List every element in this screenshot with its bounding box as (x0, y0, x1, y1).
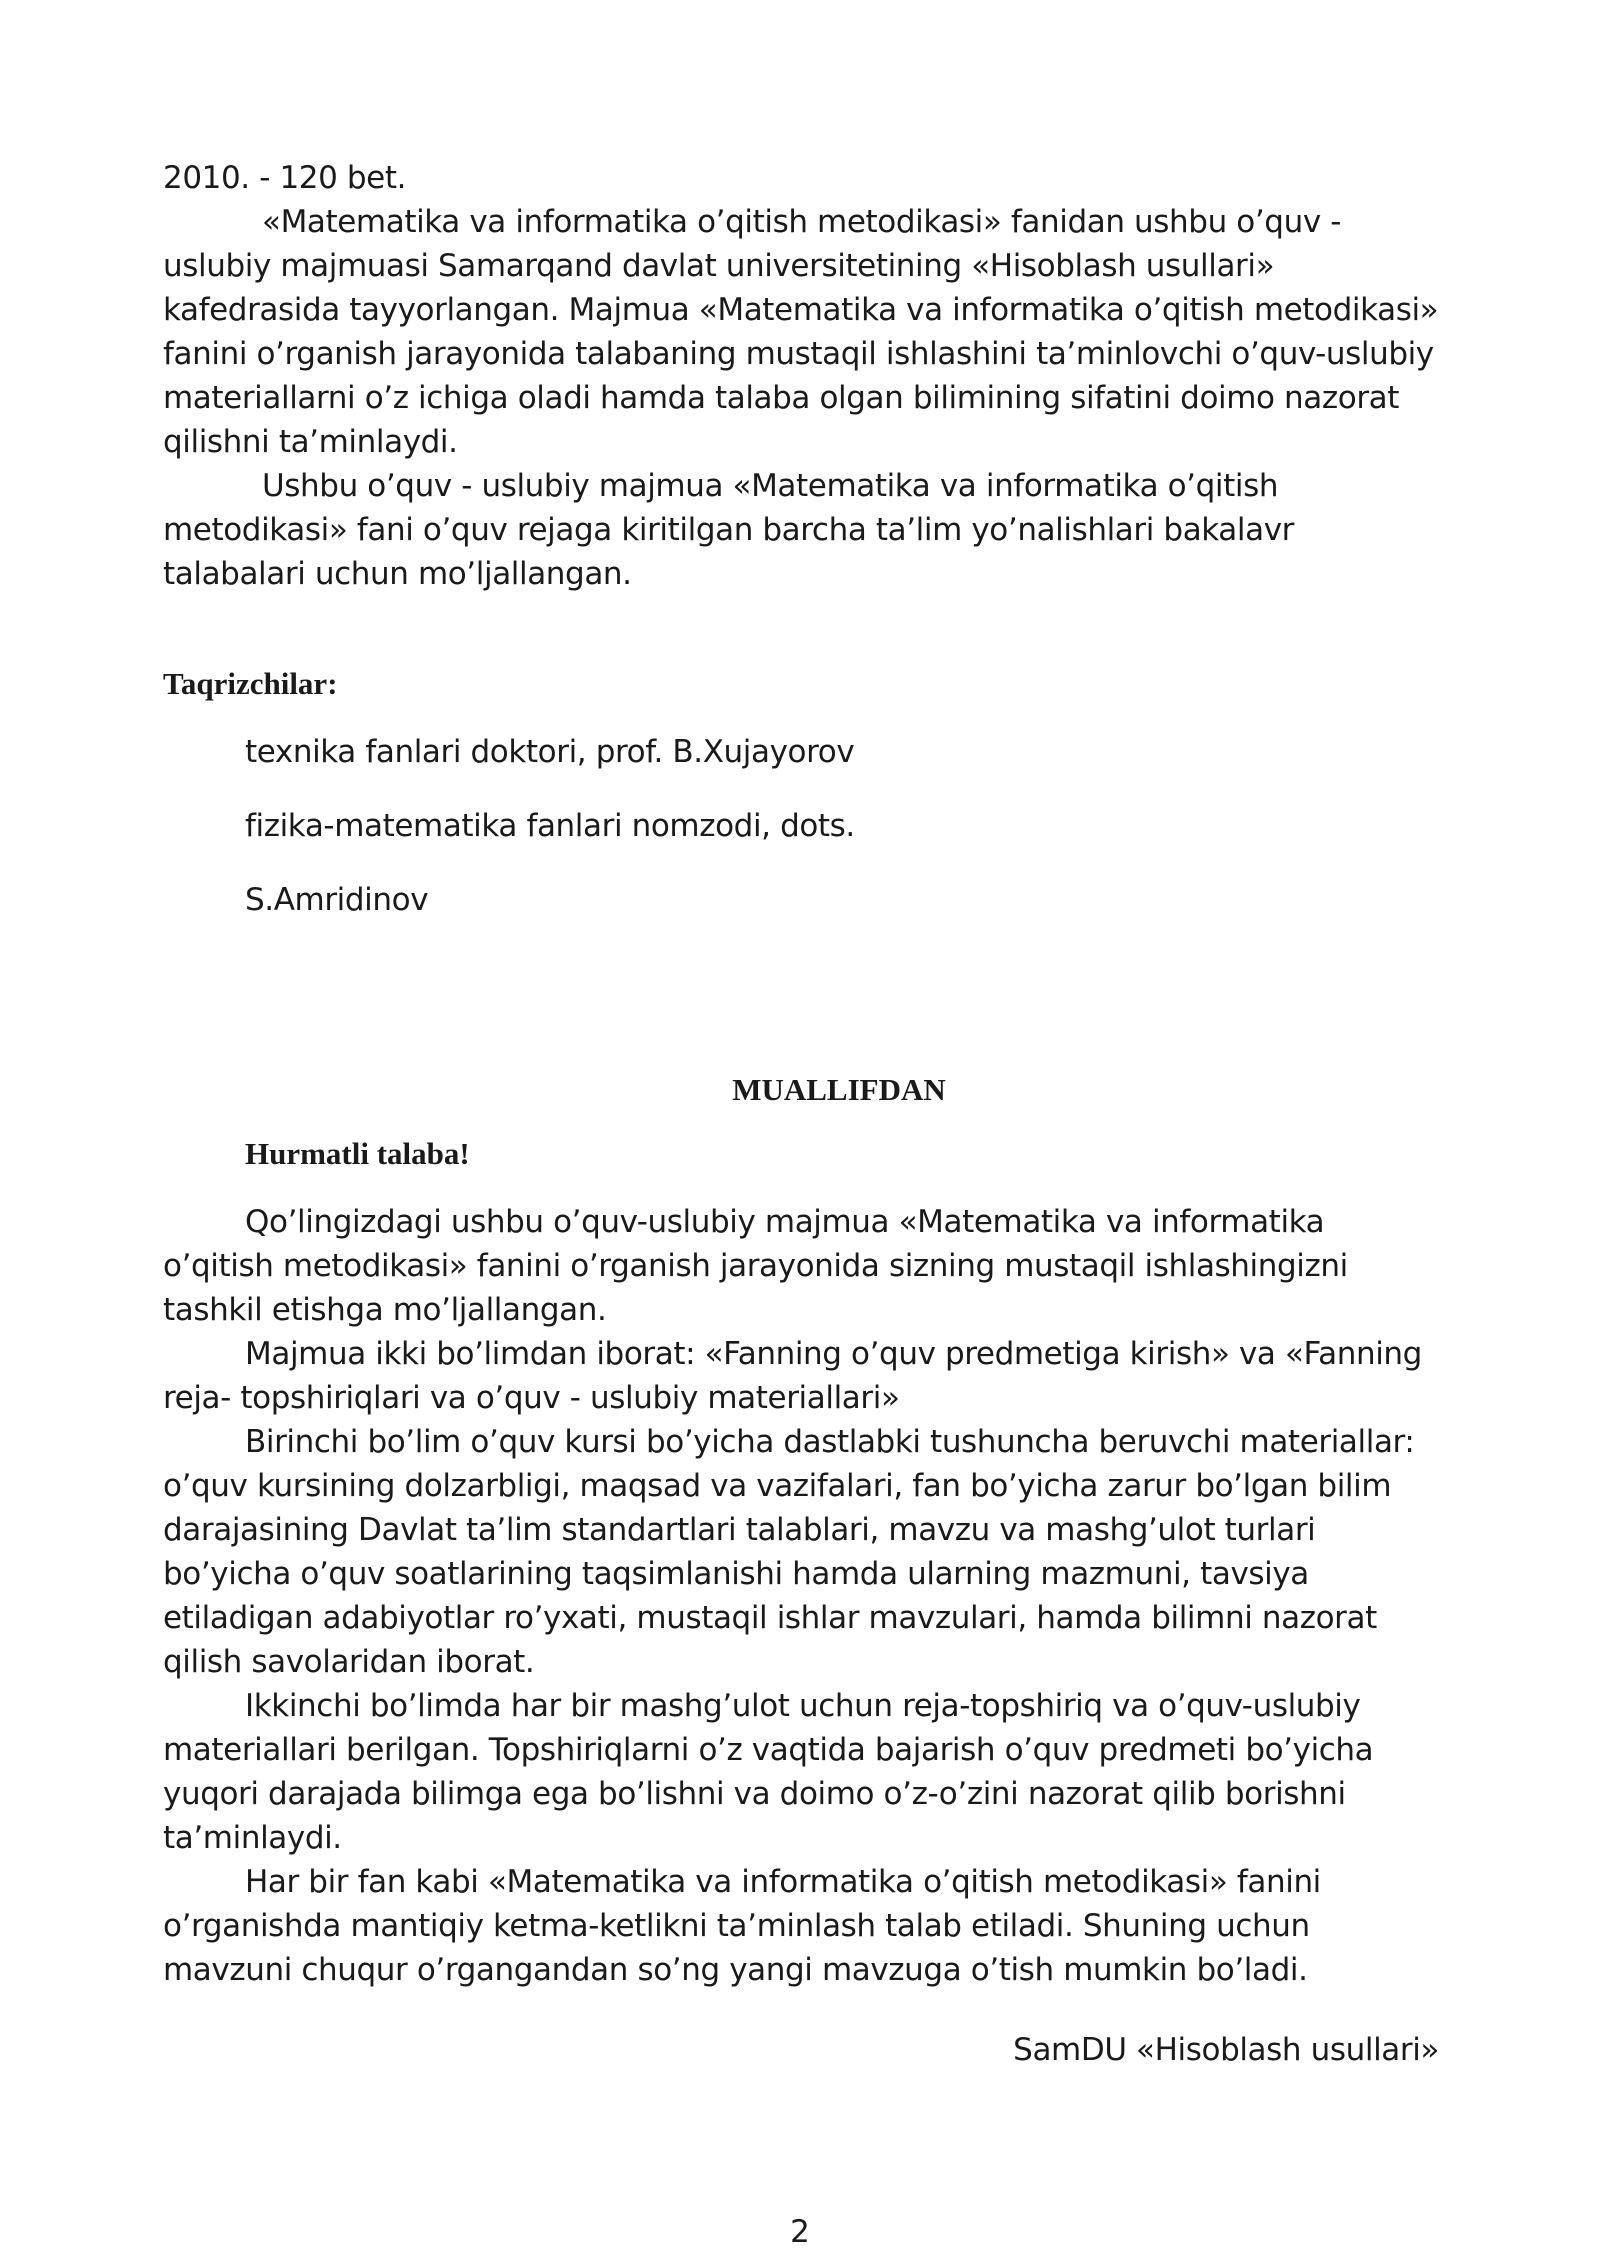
signature: SamDU «Hisoblash usullari» (1013, 2032, 1439, 2068)
body-paragraph: Majmua ikki bo’limdan iborat: «Fanning o’quv predmetiga kirish» va «Fanning reja- topshiriqlari va o’quv - uslubiy materiallari» (163, 1336, 1422, 1416)
body-paragraph: Har bir fan kabi «Matematika va informatika o’qitish metodikasi» fanini o’rganishda mantiqiy ketma-ketlikni ta’minlash talab etiladi. Shuning uchun mavzuni chuqur o’rgangandan so’ng yangi mavzuga o’tish mumkin bo’ladi. (163, 1864, 1321, 1988)
page-number: 2 (790, 2214, 810, 2250)
greeting: Hurmatli talaba! (245, 1136, 470, 1171)
reviewer-line: texnika fanlari doktori, prof. B.Xujayorov (245, 734, 855, 770)
author-note-body (163, 1200, 1441, 1992)
reviewer-line: S.Amridinov (245, 882, 429, 918)
reviewers-heading: Taqrizchilar: (163, 666, 338, 701)
body-paragraph: Qo’lingizdagi ushbu o’quv-uslubiy majmua «Matematika va informatika o’qitish metodikasi» fanini o’rganish jarayonida sizning mustaqil ishlashingizni tashkil etishga mo’ljallangan. (163, 1204, 1348, 1328)
intro-paragraph: Ushbu o’quv - uslubiy majmua «Matematika va informatika o’qitish metodikasi» fani o’quv rejaga kiritilgan barcha ta’lim yo’nalishlari bakalavr talabalari uchun mo’ljallangan. (163, 468, 1294, 592)
section-heading: MUALLIFDAN (732, 1072, 946, 1107)
body-paragraph: Ikkinchi bo’limda har bir mashg’ulot uchun reja-topshiriq va o’quv-uslubiy materiallari berilgan. Topshiriqlarni o’z vaqtida bajarish o’quv predmeti bo’yicha yuqori darajada bilimga ega bo’lishni va doimo o’z-o’zini nazorat qilib borishni ta’minlaydi. (163, 1688, 1374, 1856)
body-paragraph: Birinchi bo’lim o’quv kursi bo’yicha dastlabki tushuncha beruvchi materiallar: o’quv kursining dolzarbligi, maqsad va vazifalari, fan bo’yicha zarur bo’lgan bilim darajasining Davlat ta’lim standartlari talablari, mavzu va mashg’ulot turlari bo’yicha o’quv soatlarining taqsimlanishi hamda ularning mazmuni, tavsiya etiladigan adabiyotlar ro’yxati, mustaqil ishlar mavzulari, hamda bilimni nazorat qilish savolaridan iborat. (163, 1424, 1415, 1680)
intro-section (163, 156, 1441, 596)
citation-line: 2010. - 120 bet. (163, 160, 407, 196)
reviewer-line: fizika-matematika fanlari nomzodi, dots. (245, 808, 855, 844)
intro-paragraph: «Matematika va informatika o’qitish metodikasi» fanidan ushbu o’quv - uslubiy majmuasi Samarqand davlat universitetining «Hisoblash usullari» kafedrasida tayyorlangan. Majmua «Matematika va informatika o’qitish metodikasi» fanini o’rganish jarayonida talabaning mustaqil ishlashini ta’minlovchi o’quv-uslubiy materiallarni o’z ichiga oladi hamda talaba olgan bilimining sifatini doimo nazorat qilishni ta’minlaydi. (163, 204, 1439, 460)
